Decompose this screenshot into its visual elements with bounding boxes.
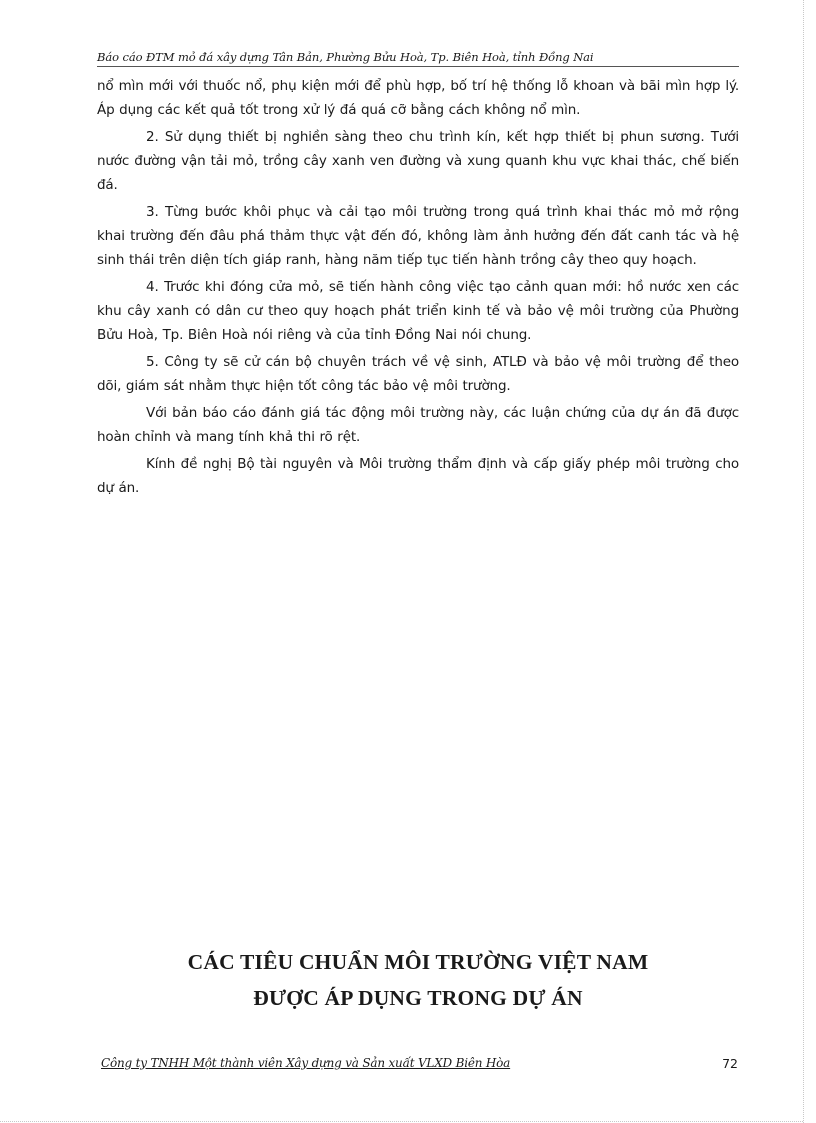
paragraph-request: Kính đề nghị Bộ tài nguyên và Môi trường thẩm định và cấp giấy phép môi trường cho dự án. (97, 456, 739, 496)
section-title (97, 944, 739, 1016)
paragraph-continuation: nổ mìn mới với thuốc nổ, phụ kiện mới để phù hợp, bố trí hệ thống lỗ khoan và bãi mìn hợp lý. Áp dụng các kết quả tốt trong xử lý đá quá cỡ bằng cách không nổ mìn. (97, 78, 739, 118)
paragraph-conclusion: Với bản báo cáo đánh giá tác động môi trường này, các luận chứng của dự án đã được hoàn chỉnh và mang tính khả thi rõ rệt. (97, 405, 739, 445)
body-text (97, 74, 739, 500)
section-title-line-2: ĐƯỢC ÁP DỤNG TRONG DỰ ÁN (253, 986, 583, 1010)
paragraph-item-3: 3. Từng bước khôi phục và cải tạo môi trường trong quá trình khai thác mỏ mở rộng khai trường đến đâu phá thảm thực vật đến đó, không làm ảnh hưởng đến đất canh tác và hệ sinh thái trên diện tích giáp ranh, hàng năm tiếp tục tiến hành trồng cây theo quy hoạch. (97, 204, 739, 268)
section-title-line-1: CÁC TIÊU CHUẨN MÔI TRƯỜNG VIỆT NAM (187, 950, 649, 974)
paragraph-item-2: 2. Sử dụng thiết bị nghiền sàng theo chu trình kín, kết hợp thiết bị phun sương. Tưới nước đường vận tải mỏ, trồng cây xanh ven đường và xung quanh khu vực khai thác, chế biến đá. (97, 129, 739, 193)
paragraph-item-4: 4. Trước khi đóng cửa mỏ, sẽ tiến hành công việc tạo cảnh quan mới: hồ nước xen các khu cây xanh có dân cư theo quy hoạch phát triển kinh tế và bảo vệ môi trường của Phường Bửu Hoà, Tp. Biên Hoà nói riêng và của tỉnh Đồng Nai nói chung. (97, 279, 739, 343)
page-header: Báo cáo ĐTM mỏ đá xây dựng Tân Bản, Phường Bửu Hoà, Tp. Biên Hoà, tỉnh Đồng Nai (97, 50, 739, 67)
page-number: 72 (722, 1056, 738, 1071)
paragraph-item-5: 5. Công ty sẽ cử cán bộ chuyên trách về vệ sinh, ATLĐ và bảo vệ môi trường để theo dõi, giám sát nhằm thực hiện tốt công tác bảo vệ môi trường. (97, 354, 739, 394)
page-border-bottom (0, 1121, 803, 1122)
page-footer (97, 1056, 739, 1076)
footer-company-name: Công ty TNHH Một thành viên Xây dựng và Sản xuất VLXD Biên Hòa (101, 1056, 511, 1070)
page-border-right (803, 0, 804, 1123)
